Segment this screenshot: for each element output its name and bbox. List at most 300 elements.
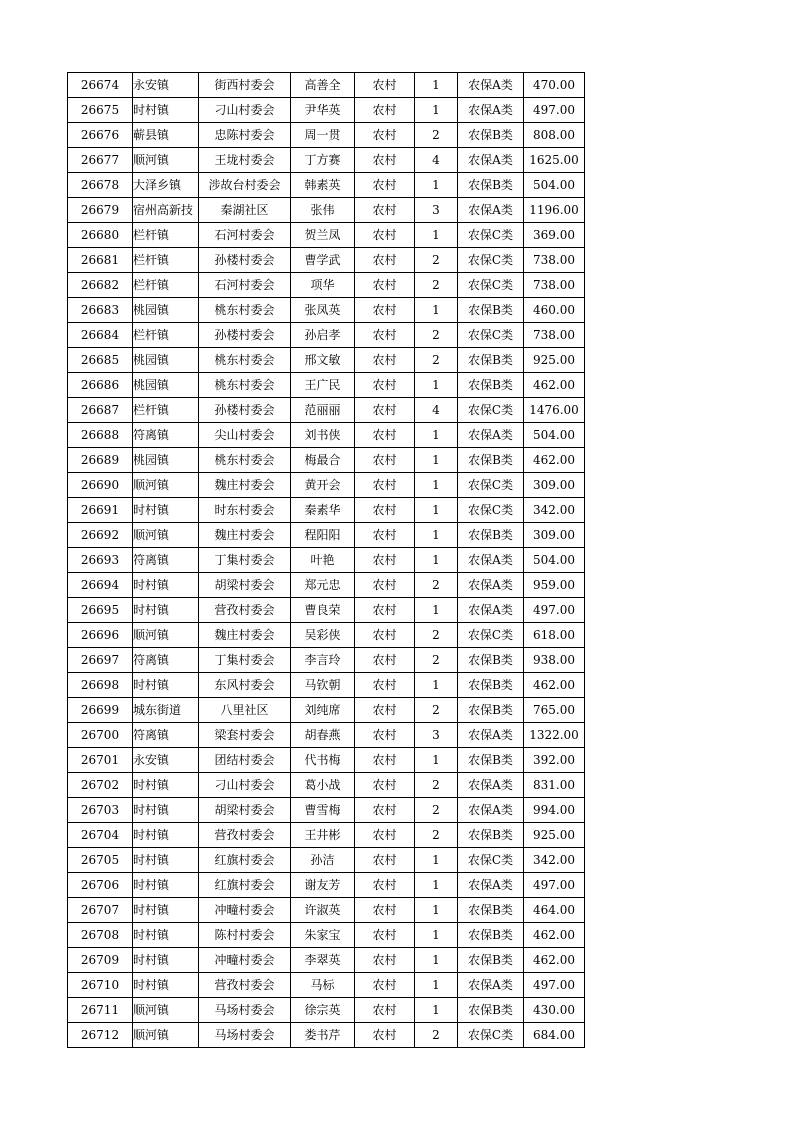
amount-cell: 462.00	[524, 673, 585, 698]
village-committee-cell: 丁集村委会	[199, 548, 291, 573]
household-size-cell: 1	[415, 973, 458, 998]
amount-cell: 504.00	[524, 173, 585, 198]
subsidy-category-cell: 农保C类	[458, 498, 524, 523]
table-row	[68, 148, 585, 173]
recipient-name-cell: 曹学武	[291, 248, 355, 273]
record-number-cell: 26707	[68, 898, 133, 923]
household-size-cell: 1	[415, 423, 458, 448]
record-number-cell: 26685	[68, 348, 133, 373]
subsidy-category-cell: 农保C类	[458, 248, 524, 273]
township-cell: 顺河镇	[133, 1023, 199, 1048]
subsidy-category-cell: 农保B类	[458, 523, 524, 548]
household-type-cell: 农村	[355, 423, 415, 448]
record-number-cell: 26684	[68, 323, 133, 348]
table-row	[68, 323, 585, 348]
township-cell: 顺河镇	[133, 623, 199, 648]
household-size-cell: 1	[415, 523, 458, 548]
subsidy-category-cell: 农保B类	[458, 923, 524, 948]
table-row	[68, 348, 585, 373]
subsidy-category-cell: 农保A类	[458, 198, 524, 223]
village-committee-cell: 孙楼村委会	[199, 398, 291, 423]
record-number-cell: 26709	[68, 948, 133, 973]
household-type-cell: 农村	[355, 698, 415, 723]
household-type-cell: 农村	[355, 898, 415, 923]
amount-cell: 938.00	[524, 648, 585, 673]
amount-cell: 392.00	[524, 748, 585, 773]
household-size-cell: 2	[415, 823, 458, 848]
amount-cell: 497.00	[524, 598, 585, 623]
household-type-cell: 农村	[355, 573, 415, 598]
township-cell: 顺河镇	[133, 473, 199, 498]
village-committee-cell: 胡梁村委会	[199, 798, 291, 823]
amount-cell: 738.00	[524, 248, 585, 273]
table-row	[68, 948, 585, 973]
record-number-cell: 26675	[68, 98, 133, 123]
relief-roster-table	[67, 72, 585, 1048]
subsidy-category-cell: 农保A类	[458, 148, 524, 173]
record-number-cell: 26682	[68, 273, 133, 298]
table-row	[68, 298, 585, 323]
subsidy-category-cell: 农保B类	[458, 298, 524, 323]
amount-cell: 497.00	[524, 98, 585, 123]
township-cell: 桃园镇	[133, 373, 199, 398]
household-size-cell: 1	[415, 373, 458, 398]
household-size-cell: 1	[415, 298, 458, 323]
record-number-cell: 26687	[68, 398, 133, 423]
amount-cell: 994.00	[524, 798, 585, 823]
household-type-cell: 农村	[355, 873, 415, 898]
township-cell: 时村镇	[133, 498, 199, 523]
recipient-name-cell: 马标	[291, 973, 355, 998]
household-size-cell: 4	[415, 148, 458, 173]
township-cell: 时村镇	[133, 923, 199, 948]
recipient-name-cell: 丁方赛	[291, 148, 355, 173]
subsidy-category-cell: 农保B类	[458, 673, 524, 698]
table-row	[68, 548, 585, 573]
table-row	[68, 73, 585, 98]
village-committee-cell: 桃东村委会	[199, 348, 291, 373]
record-number-cell: 26680	[68, 223, 133, 248]
record-number-cell: 26691	[68, 498, 133, 523]
township-cell: 桃园镇	[133, 298, 199, 323]
village-committee-cell: 秦湖社区	[199, 198, 291, 223]
recipient-name-cell: 项华	[291, 273, 355, 298]
township-cell: 时村镇	[133, 948, 199, 973]
record-number-cell: 26689	[68, 448, 133, 473]
table-row	[68, 248, 585, 273]
record-number-cell: 26699	[68, 698, 133, 723]
village-committee-cell: 红旗村委会	[199, 873, 291, 898]
household-type-cell: 农村	[355, 673, 415, 698]
recipient-name-cell: 叶艳	[291, 548, 355, 573]
record-number-cell: 26711	[68, 998, 133, 1023]
record-number-cell: 26690	[68, 473, 133, 498]
village-committee-cell: 营孜村委会	[199, 973, 291, 998]
household-type-cell: 农村	[355, 198, 415, 223]
village-committee-cell: 刁山村委会	[199, 773, 291, 798]
table-row	[68, 748, 585, 773]
household-size-cell: 2	[415, 773, 458, 798]
household-size-cell: 2	[415, 123, 458, 148]
amount-cell: 808.00	[524, 123, 585, 148]
village-committee-cell: 忠陈村委会	[199, 123, 291, 148]
recipient-name-cell: 梅最合	[291, 448, 355, 473]
village-committee-cell: 团结村委会	[199, 748, 291, 773]
recipient-name-cell: 郑元忠	[291, 573, 355, 598]
recipient-name-cell: 曹雪梅	[291, 798, 355, 823]
record-number-cell: 26676	[68, 123, 133, 148]
table-row	[68, 648, 585, 673]
recipient-name-cell: 王井彬	[291, 823, 355, 848]
subsidy-category-cell: 农保B类	[458, 173, 524, 198]
record-number-cell: 26679	[68, 198, 133, 223]
record-number-cell: 26696	[68, 623, 133, 648]
household-type-cell: 农村	[355, 823, 415, 848]
township-cell: 栏杆镇	[133, 273, 199, 298]
record-number-cell: 26688	[68, 423, 133, 448]
recipient-name-cell: 葛小战	[291, 773, 355, 798]
table-row	[68, 498, 585, 523]
amount-cell: 831.00	[524, 773, 585, 798]
village-committee-cell: 马场村委会	[199, 998, 291, 1023]
household-type-cell: 农村	[355, 848, 415, 873]
village-committee-cell: 陈村村委会	[199, 923, 291, 948]
household-type-cell: 农村	[355, 523, 415, 548]
household-type-cell: 农村	[355, 598, 415, 623]
household-size-cell: 1	[415, 948, 458, 973]
township-cell: 时村镇	[133, 848, 199, 873]
household-size-cell: 1	[415, 898, 458, 923]
township-cell: 城东街道	[133, 698, 199, 723]
household-type-cell: 农村	[355, 748, 415, 773]
table-row	[68, 123, 585, 148]
record-number-cell: 26674	[68, 73, 133, 98]
recipient-name-cell: 程阳阳	[291, 523, 355, 548]
township-cell: 时村镇	[133, 573, 199, 598]
village-committee-cell: 孙楼村委会	[199, 248, 291, 273]
recipient-name-cell: 李言玲	[291, 648, 355, 673]
household-size-cell: 4	[415, 398, 458, 423]
table-row	[68, 473, 585, 498]
household-size-cell: 1	[415, 848, 458, 873]
recipient-name-cell: 贺兰凤	[291, 223, 355, 248]
village-committee-cell: 营孜村委会	[199, 823, 291, 848]
recipient-name-cell: 朱家宝	[291, 923, 355, 948]
household-type-cell: 农村	[355, 998, 415, 1023]
amount-cell: 1196.00	[524, 198, 585, 223]
household-type-cell: 农村	[355, 298, 415, 323]
village-committee-cell: 尖山村委会	[199, 423, 291, 448]
household-size-cell: 1	[415, 598, 458, 623]
amount-cell: 342.00	[524, 498, 585, 523]
village-committee-cell: 马场村委会	[199, 1023, 291, 1048]
subsidy-category-cell: 农保A类	[458, 723, 524, 748]
subsidy-category-cell: 农保B类	[458, 448, 524, 473]
household-size-cell: 1	[415, 498, 458, 523]
subsidy-category-cell: 农保C类	[458, 473, 524, 498]
household-size-cell: 1	[415, 448, 458, 473]
amount-cell: 738.00	[524, 323, 585, 348]
table-row	[68, 848, 585, 873]
household-type-cell: 农村	[355, 923, 415, 948]
amount-cell: 765.00	[524, 698, 585, 723]
township-cell: 蕲县镇	[133, 123, 199, 148]
subsidy-category-cell: 农保A类	[458, 98, 524, 123]
recipient-name-cell: 谢友芳	[291, 873, 355, 898]
record-number-cell: 26695	[68, 598, 133, 623]
village-committee-cell: 刁山村委会	[199, 98, 291, 123]
village-committee-cell: 胡梁村委会	[199, 573, 291, 598]
record-number-cell: 26698	[68, 673, 133, 698]
subsidy-category-cell: 农保B类	[458, 123, 524, 148]
amount-cell: 618.00	[524, 623, 585, 648]
record-number-cell: 26706	[68, 873, 133, 898]
amount-cell: 342.00	[524, 848, 585, 873]
village-committee-cell: 梁套村委会	[199, 723, 291, 748]
subsidy-category-cell: 农保B类	[458, 348, 524, 373]
household-size-cell: 1	[415, 173, 458, 198]
household-size-cell: 1	[415, 98, 458, 123]
township-cell: 时村镇	[133, 673, 199, 698]
record-number-cell: 26702	[68, 773, 133, 798]
record-number-cell: 26703	[68, 798, 133, 823]
township-cell: 栏杆镇	[133, 398, 199, 423]
township-cell: 永安镇	[133, 748, 199, 773]
record-number-cell: 26686	[68, 373, 133, 398]
recipient-name-cell: 孙启孝	[291, 323, 355, 348]
village-committee-cell: 涉故台村委会	[199, 173, 291, 198]
subsidy-category-cell: 农保C类	[458, 323, 524, 348]
amount-cell: 462.00	[524, 948, 585, 973]
table-row	[68, 98, 585, 123]
household-size-cell: 2	[415, 1023, 458, 1048]
subsidy-category-cell: 农保C类	[458, 848, 524, 873]
township-cell: 时村镇	[133, 898, 199, 923]
subsidy-category-cell: 农保B类	[458, 823, 524, 848]
subsidy-category-cell: 农保C类	[458, 223, 524, 248]
record-number-cell: 26677	[68, 148, 133, 173]
household-type-cell: 农村	[355, 1023, 415, 1048]
household-type-cell: 农村	[355, 173, 415, 198]
subsidy-category-cell: 农保B类	[458, 998, 524, 1023]
household-type-cell: 农村	[355, 223, 415, 248]
recipient-name-cell: 代书梅	[291, 748, 355, 773]
village-committee-cell: 孙楼村委会	[199, 323, 291, 348]
household-type-cell: 农村	[355, 373, 415, 398]
amount-cell: 430.00	[524, 998, 585, 1023]
household-size-cell: 3	[415, 198, 458, 223]
household-type-cell: 农村	[355, 323, 415, 348]
subsidy-category-cell: 农保C类	[458, 273, 524, 298]
recipient-name-cell: 徐宗英	[291, 998, 355, 1023]
household-size-cell: 2	[415, 323, 458, 348]
record-number-cell: 26683	[68, 298, 133, 323]
township-cell: 永安镇	[133, 73, 199, 98]
subsidy-category-cell: 农保B类	[458, 748, 524, 773]
village-committee-cell: 丁集村委会	[199, 648, 291, 673]
table-row	[68, 973, 585, 998]
village-committee-cell: 红旗村委会	[199, 848, 291, 873]
table-row	[68, 598, 585, 623]
household-type-cell: 农村	[355, 623, 415, 648]
township-cell: 时村镇	[133, 598, 199, 623]
village-committee-cell: 石河村委会	[199, 273, 291, 298]
township-cell: 宿州高新技	[133, 198, 199, 223]
village-committee-cell: 魏庄村委会	[199, 523, 291, 548]
table-row	[68, 398, 585, 423]
household-type-cell: 农村	[355, 73, 415, 98]
household-size-cell: 1	[415, 473, 458, 498]
household-type-cell: 农村	[355, 473, 415, 498]
table-row	[68, 998, 585, 1023]
table-row	[68, 198, 585, 223]
table-row	[68, 923, 585, 948]
recipient-name-cell: 范丽丽	[291, 398, 355, 423]
record-number-cell: 26697	[68, 648, 133, 673]
amount-cell: 925.00	[524, 348, 585, 373]
recipient-name-cell: 曹良荣	[291, 598, 355, 623]
subsidy-category-cell: 农保A类	[458, 598, 524, 623]
table-row	[68, 423, 585, 448]
subsidy-category-cell: 农保A类	[458, 423, 524, 448]
table-row	[68, 223, 585, 248]
household-size-cell: 2	[415, 698, 458, 723]
household-size-cell: 1	[415, 548, 458, 573]
household-type-cell: 农村	[355, 773, 415, 798]
roster-body	[68, 73, 585, 1048]
township-cell: 栏杆镇	[133, 223, 199, 248]
amount-cell: 462.00	[524, 923, 585, 948]
subsidy-category-cell: 农保A类	[458, 573, 524, 598]
household-type-cell: 农村	[355, 348, 415, 373]
township-cell: 桃园镇	[133, 348, 199, 373]
table-row	[68, 898, 585, 923]
subsidy-category-cell: 农保B类	[458, 648, 524, 673]
amount-cell: 504.00	[524, 548, 585, 573]
household-size-cell: 1	[415, 873, 458, 898]
household-size-cell: 2	[415, 798, 458, 823]
subsidy-category-cell: 农保C类	[458, 398, 524, 423]
household-size-cell: 1	[415, 673, 458, 698]
township-cell: 顺河镇	[133, 148, 199, 173]
record-number-cell: 26692	[68, 523, 133, 548]
record-number-cell: 26678	[68, 173, 133, 198]
household-type-cell: 农村	[355, 148, 415, 173]
township-cell: 栏杆镇	[133, 248, 199, 273]
village-committee-cell: 桃东村委会	[199, 448, 291, 473]
household-size-cell: 1	[415, 748, 458, 773]
household-type-cell: 农村	[355, 248, 415, 273]
subsidy-category-cell: 农保B类	[458, 948, 524, 973]
amount-cell: 309.00	[524, 473, 585, 498]
village-committee-cell: 营孜村委会	[199, 598, 291, 623]
household-type-cell: 农村	[355, 123, 415, 148]
recipient-name-cell: 孙洁	[291, 848, 355, 873]
household-size-cell: 2	[415, 573, 458, 598]
subsidy-category-cell: 农保A类	[458, 773, 524, 798]
record-number-cell: 26701	[68, 748, 133, 773]
household-type-cell: 农村	[355, 498, 415, 523]
township-cell: 时村镇	[133, 798, 199, 823]
record-number-cell: 26710	[68, 973, 133, 998]
subsidy-category-cell: 农保B类	[458, 898, 524, 923]
village-committee-cell: 桃东村委会	[199, 373, 291, 398]
township-cell: 顺河镇	[133, 998, 199, 1023]
village-committee-cell: 魏庄村委会	[199, 623, 291, 648]
table-row	[68, 823, 585, 848]
table-row	[68, 173, 585, 198]
amount-cell: 738.00	[524, 273, 585, 298]
household-type-cell: 农村	[355, 973, 415, 998]
township-cell: 符离镇	[133, 723, 199, 748]
household-size-cell: 1	[415, 73, 458, 98]
subsidy-category-cell: 农保C类	[458, 1023, 524, 1048]
amount-cell: 460.00	[524, 298, 585, 323]
township-cell: 大泽乡镇	[133, 173, 199, 198]
amount-cell: 462.00	[524, 448, 585, 473]
record-number-cell: 26705	[68, 848, 133, 873]
recipient-name-cell: 王广民	[291, 373, 355, 398]
amount-cell: 309.00	[524, 523, 585, 548]
recipient-name-cell: 高善全	[291, 73, 355, 98]
recipient-name-cell: 李翠英	[291, 948, 355, 973]
household-size-cell: 3	[415, 723, 458, 748]
township-cell: 时村镇	[133, 973, 199, 998]
household-size-cell: 1	[415, 923, 458, 948]
recipient-name-cell: 张伟	[291, 198, 355, 223]
table-row	[68, 723, 585, 748]
village-committee-cell: 冲疃村委会	[199, 898, 291, 923]
subsidy-category-cell: 农保A类	[458, 73, 524, 98]
subsidy-category-cell: 农保A类	[458, 548, 524, 573]
recipient-name-cell: 黄开会	[291, 473, 355, 498]
township-cell: 时村镇	[133, 98, 199, 123]
subsidy-category-cell: 农保B类	[458, 373, 524, 398]
record-number-cell: 26708	[68, 923, 133, 948]
recipient-name-cell: 周一贯	[291, 123, 355, 148]
household-type-cell: 农村	[355, 398, 415, 423]
amount-cell: 470.00	[524, 73, 585, 98]
township-cell: 时村镇	[133, 773, 199, 798]
household-type-cell: 农村	[355, 798, 415, 823]
village-committee-cell: 石河村委会	[199, 223, 291, 248]
recipient-name-cell: 刘书侠	[291, 423, 355, 448]
amount-cell: 497.00	[524, 873, 585, 898]
household-type-cell: 农村	[355, 98, 415, 123]
household-size-cell: 2	[415, 273, 458, 298]
township-cell: 符离镇	[133, 423, 199, 448]
household-type-cell: 农村	[355, 648, 415, 673]
table-row	[68, 1023, 585, 1048]
household-size-cell: 2	[415, 248, 458, 273]
village-committee-cell: 八里社区	[199, 698, 291, 723]
household-type-cell: 农村	[355, 723, 415, 748]
household-size-cell: 2	[415, 648, 458, 673]
township-cell: 顺河镇	[133, 523, 199, 548]
township-cell: 时村镇	[133, 873, 199, 898]
recipient-name-cell: 吴彩侠	[291, 623, 355, 648]
record-number-cell: 26700	[68, 723, 133, 748]
amount-cell: 497.00	[524, 973, 585, 998]
subsidy-category-cell: 农保B类	[458, 698, 524, 723]
amount-cell: 369.00	[524, 223, 585, 248]
amount-cell: 1476.00	[524, 398, 585, 423]
recipient-name-cell: 邢文敏	[291, 348, 355, 373]
table-row	[68, 773, 585, 798]
table-row	[68, 873, 585, 898]
township-cell: 栏杆镇	[133, 323, 199, 348]
recipient-name-cell: 秦素华	[291, 498, 355, 523]
